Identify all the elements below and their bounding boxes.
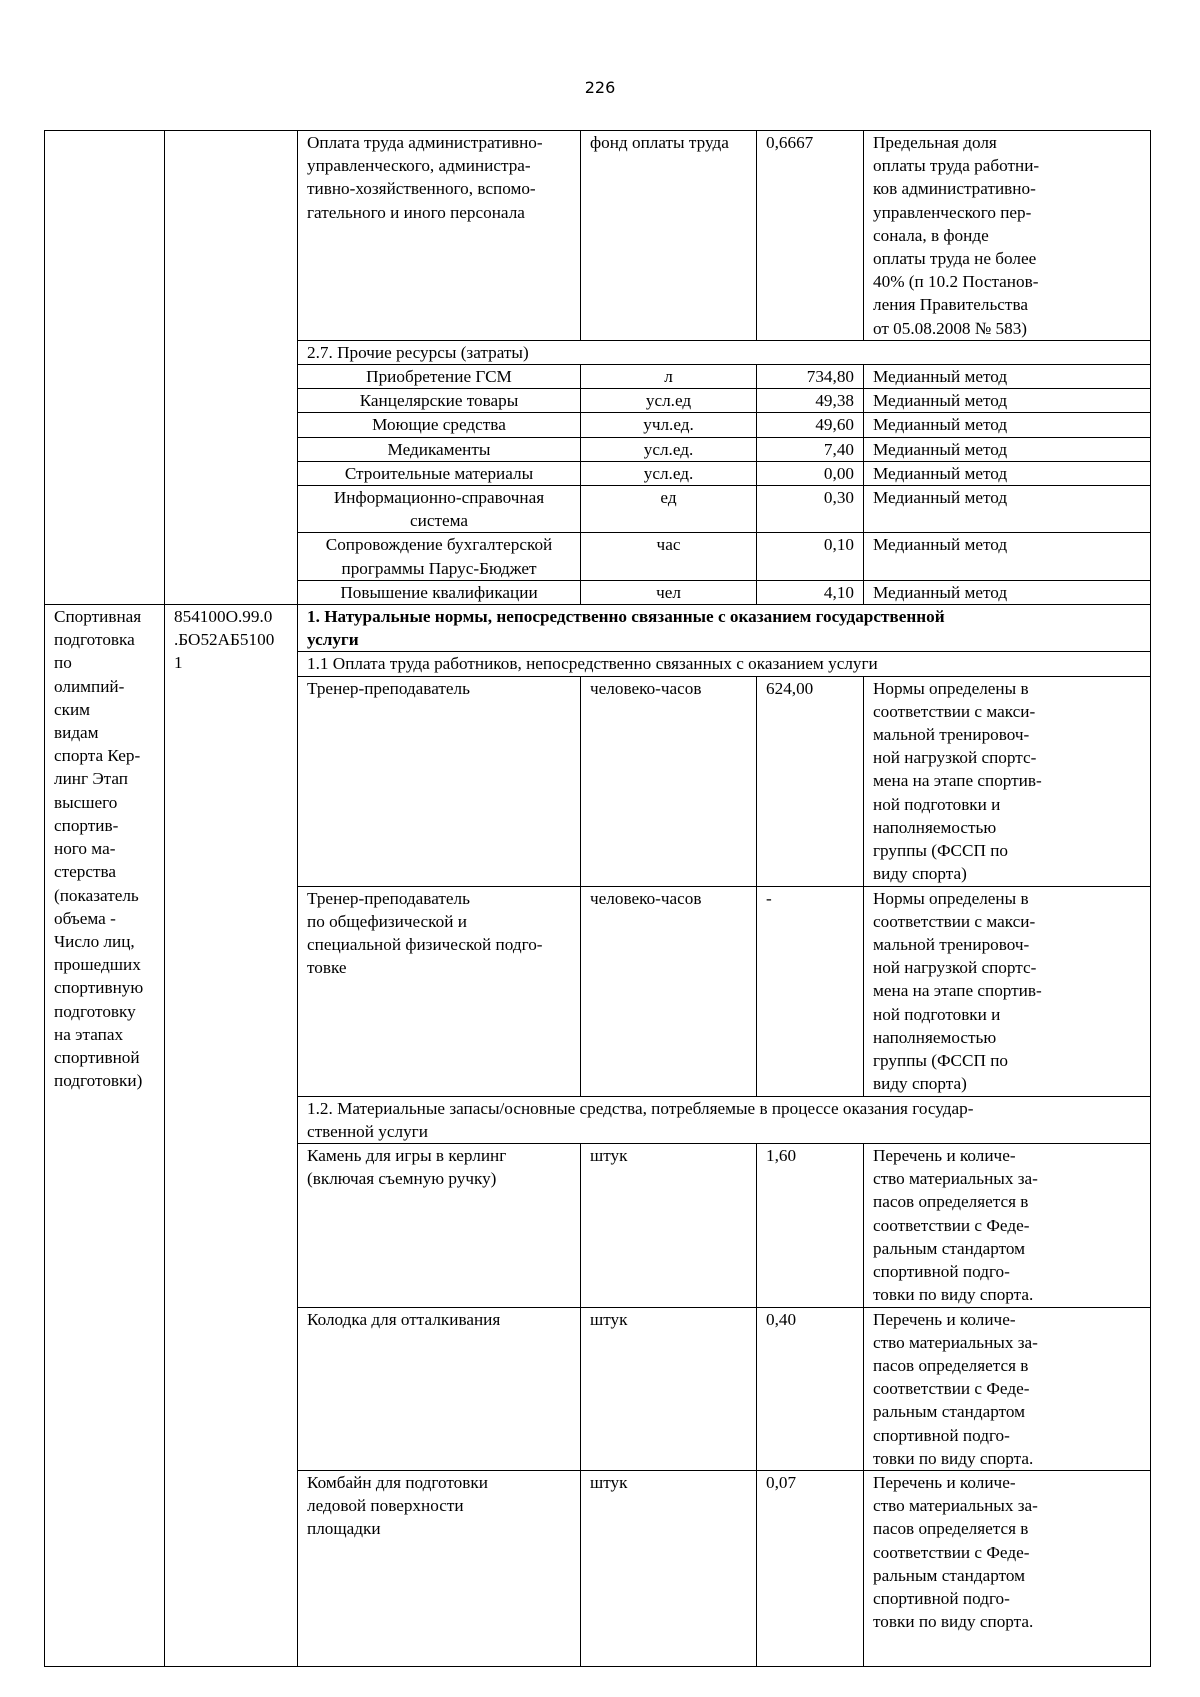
resource-value: 49,38 bbox=[757, 389, 864, 413]
resource-unit: усл.ед. bbox=[581, 437, 757, 461]
resource-name: Информационно-справочная система bbox=[298, 486, 581, 533]
resource-unit: час bbox=[581, 533, 757, 580]
resource-unit: чел bbox=[581, 580, 757, 604]
empty-code-cell bbox=[165, 131, 298, 605]
resource-note: Перечень и количе- ство материальных за- пасов определяется в соответствии с Феде- ральным стандартом спортивной подго- товки по виду спорта. bbox=[864, 1470, 1151, 1666]
resource-value: 624,00 bbox=[757, 676, 864, 886]
resource-value: 4,10 bbox=[757, 580, 864, 604]
resource-value: 0,00 bbox=[757, 461, 864, 485]
resource-method: Медианный метод bbox=[864, 389, 1151, 413]
resource-unit: фонд оплаты труда bbox=[581, 131, 757, 341]
service-name: Спортивная подготовка по олимпий- ским видам спорта Кер- линг Этап высшего спортив- ного ма- стерства (показатель объема - Число лиц, прошедших спортивную подготовку на этапах спортивной подготовки) bbox=[45, 605, 165, 1667]
resource-method: Медианный метод bbox=[864, 533, 1151, 580]
resource-method: Медианный метод bbox=[864, 437, 1151, 461]
resource-value: - bbox=[757, 886, 864, 1096]
resource-unit: штук bbox=[581, 1470, 757, 1666]
resource-value: 0,40 bbox=[757, 1307, 864, 1470]
resource-note: Нормы определены в соответствии с макси- мальной тренировоч- ной нагрузкой спортс- мена на этапе спортив- ной подготовки и наполняемостью группы (ФССП по виду спорта) bbox=[864, 886, 1151, 1096]
resource-unit: л bbox=[581, 365, 757, 389]
empty-service-cell bbox=[45, 131, 165, 605]
resource-value: 734,80 bbox=[757, 365, 864, 389]
resource-value: 0,07 bbox=[757, 1470, 864, 1666]
resource-unit: штук bbox=[581, 1144, 757, 1307]
resource-value: 0,6667 bbox=[757, 131, 864, 341]
section-heading: 1.2. Материальные запасы/основные средства, потребляемые в процессе оказания государ- ственной услуги bbox=[298, 1096, 1151, 1143]
resource-note: Нормы определены в соответствии с макси- мальной тренировоч- ной нагрузкой спортс- мена на этапе спортив- ной подготовки и наполняемостью группы (ФССП по виду спорта) bbox=[864, 676, 1151, 886]
resource-method: Медианный метод bbox=[864, 413, 1151, 437]
resource-name: Комбайн для подготовки ледовой поверхности площадки bbox=[298, 1470, 581, 1666]
resource-name: Тренер-преподаватель по общефизической и специальной физической подго- товке bbox=[298, 886, 581, 1096]
resource-unit: человеко-часов bbox=[581, 676, 757, 886]
resource-value: 49,60 bbox=[757, 413, 864, 437]
resource-name: Моющие средства bbox=[298, 413, 581, 437]
section-heading: 1. Натуральные нормы, непосредственно связанные с оказанием государственной услуги bbox=[298, 605, 1151, 652]
table-row bbox=[45, 131, 1151, 341]
resource-unit: штук bbox=[581, 1307, 757, 1470]
service-code: 854100О.99.0 .БО52АБ5100 1 bbox=[165, 605, 298, 1667]
resource-value: 7,40 bbox=[757, 437, 864, 461]
norms-table bbox=[44, 130, 1151, 1667]
resource-name: Строительные материалы bbox=[298, 461, 581, 485]
resource-note: Предельная доля оплаты труда работни- ков административно- управленческого пер- сонала, в фонде оплаты труда не более 40% (п 10.2 Постанов- ления Правительства от 05.08.2008 № 583) bbox=[864, 131, 1151, 341]
resource-note: Перечень и количе- ство материальных за- пасов определяется в соответствии с Феде- ральным стандартом спортивной подго- товки по виду спорта. bbox=[864, 1144, 1151, 1307]
resource-name: Оплата труда административно- управленческого, администра- тивно-хозяйственного, вспомо- гательного и иного персонала bbox=[298, 131, 581, 341]
resource-name: Приобретение ГСМ bbox=[298, 365, 581, 389]
resource-name: Повышение квалификации bbox=[298, 580, 581, 604]
section-heading: 2.7. Прочие ресурсы (затраты) bbox=[298, 340, 1151, 364]
resource-name: Сопровождение бухгалтерской программы Парус-Бюджет bbox=[298, 533, 581, 580]
resource-value: 0,10 bbox=[757, 533, 864, 580]
resource-unit: ед bbox=[581, 486, 757, 533]
resource-value: 1,60 bbox=[757, 1144, 864, 1307]
resource-name: Канцелярские товары bbox=[298, 389, 581, 413]
resource-unit: учл.ед. bbox=[581, 413, 757, 437]
resource-method: Медианный метод bbox=[864, 365, 1151, 389]
section-heading: 1.1 Оплата труда работников, непосредственно связанных с оказанием услуги bbox=[298, 652, 1151, 676]
section-heading-row bbox=[45, 605, 1151, 652]
resource-name: Камень для игры в керлинг (включая съемную ручку) bbox=[298, 1144, 581, 1307]
page-number: 226 bbox=[584, 78, 616, 97]
resource-unit: усл.ед. bbox=[581, 461, 757, 485]
resource-unit: усл.ед bbox=[581, 389, 757, 413]
resource-name: Медикаменты bbox=[298, 437, 581, 461]
resource-method: Медианный метод bbox=[864, 580, 1151, 604]
resource-method: Медианный метод bbox=[864, 461, 1151, 485]
resource-value: 0,30 bbox=[757, 486, 864, 533]
resource-note: Перечень и количе- ство материальных за- пасов определяется в соответствии с Феде- ральным стандартом спортивной подго- товки по виду спорта. bbox=[864, 1307, 1151, 1470]
resource-name: Тренер-преподаватель bbox=[298, 676, 581, 886]
resource-unit: человеко-часов bbox=[581, 886, 757, 1096]
resource-name: Колодка для отталкивания bbox=[298, 1307, 581, 1470]
resource-method: Медианный метод bbox=[864, 486, 1151, 533]
